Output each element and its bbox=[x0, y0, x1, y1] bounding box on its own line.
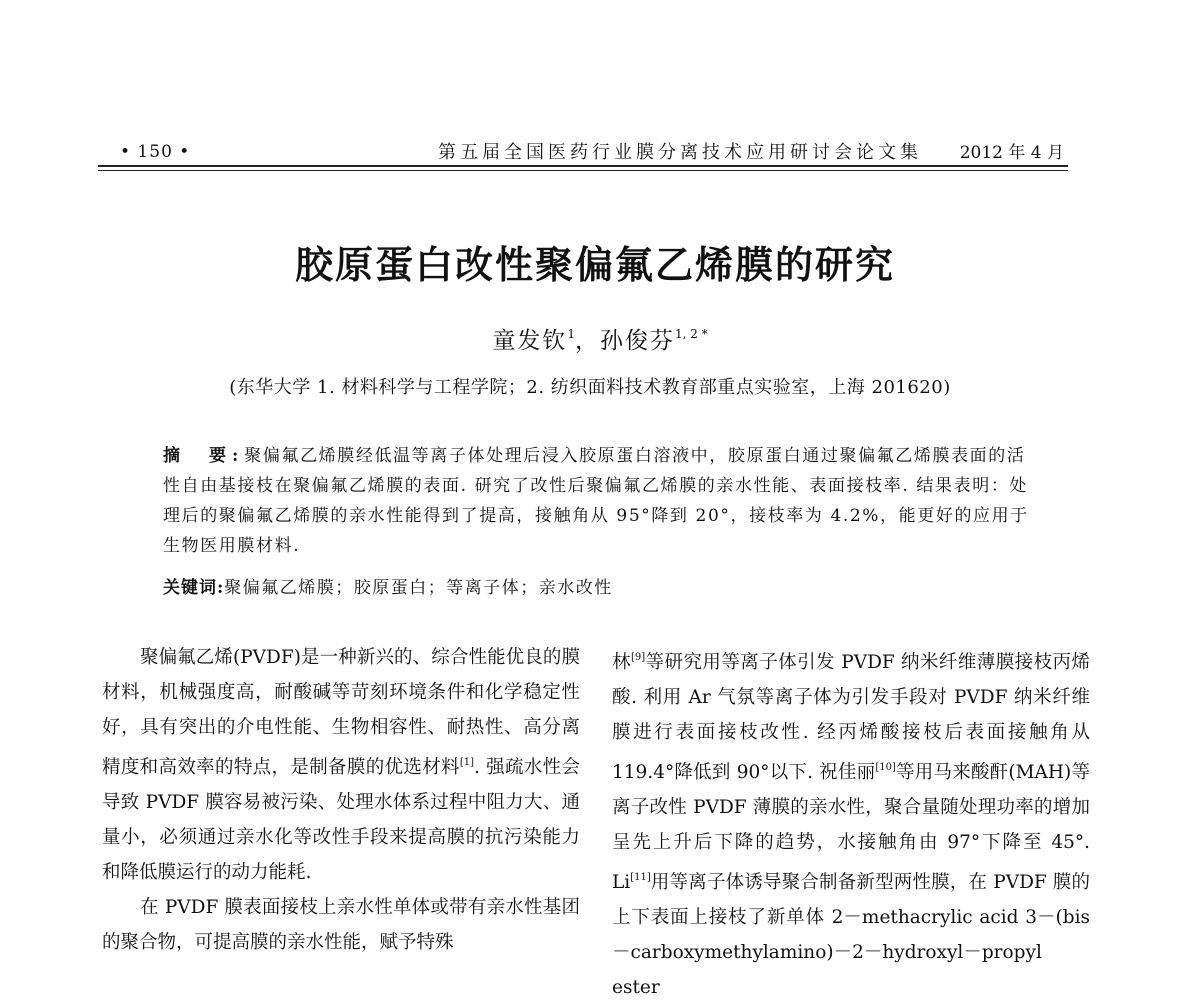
body-paragraph-1 bbox=[102, 640, 580, 890]
header-rule-thick bbox=[98, 165, 1068, 167]
author-2-affil-mark: 1, 2 * bbox=[674, 327, 708, 341]
citation-11: [11] bbox=[630, 872, 651, 883]
abstract-text: 聚偏氟乙烯膜经低温等离子体处理后浸入胶原蛋白溶液中，胶原蛋白通过聚偏氟乙烯膜表面的活性自由基接枝在聚偏氟乙烯膜的表面. 研究了改性后聚偏氟乙烯膜的亲水性能、表面接枝率. 结果表明：处理后的聚偏氟乙烯膜的亲水性能得到了提高，接触角从 95°降到 20°，接枝率为 4.2%，能更好的应用于生物医用膜材料. bbox=[163, 446, 1029, 556]
abstract bbox=[163, 441, 1033, 561]
citation-9: [9] bbox=[630, 652, 646, 663]
right-text-4: 用等离子体诱导聚合制备新型两性膜，在 PVDF 膜的上下表面上接枝了新单体 2－methacrylic acid 3－(bis－carboxymethylamino)－2－hydroxyl－propyl ester bbox=[612, 872, 1090, 998]
abstract-label: 摘 要: bbox=[163, 446, 245, 466]
paragraph-1-text: 聚偏氟乙烯(PVDF)是一种新兴的、综合性能优良的膜材料，机械强度高，耐酸碱等苛刻环境条件和化学稳定性好，具有突出的介电性能、生物相容性、耐热性、高分离精度和高效率的特点，是制备膜的优选材料 bbox=[102, 647, 580, 778]
header-rule-thin bbox=[98, 170, 1068, 171]
body-column-left bbox=[102, 640, 580, 960]
author-1-affil-mark: 1 bbox=[567, 327, 575, 341]
author-1: 童发钦 bbox=[492, 328, 568, 354]
right-text-1: 林 bbox=[612, 652, 631, 673]
body-paragraph-right bbox=[612, 640, 1090, 1005]
right-text-2: 等研究用等离子体引发 PVDF 纳米纤维薄膜接枝丙烯酸. 利用 Ar 气氛等离子体为引发手段对 PVDF 纳米纤维膜进行表面接枝改性. 经丙烯酸接枝后表面接触角从 119.4°降低到 90°以下. 祝佳丽 bbox=[612, 652, 1090, 783]
paper-title: 胶原蛋白改性聚偏氟乙烯膜的研究 bbox=[294, 242, 895, 287]
keywords bbox=[163, 573, 1033, 603]
page-number: • 150 • bbox=[120, 142, 191, 162]
author-separator: ， bbox=[574, 328, 600, 354]
issue-date: 2012 年 4 月 bbox=[959, 143, 1064, 163]
journal-title: 第五届全国医药行业膜分离技术应用研讨会论文集 bbox=[438, 142, 922, 163]
author-2: 孙俊芬 bbox=[599, 328, 675, 354]
citation-1: [1] bbox=[459, 757, 475, 768]
keywords-text: 聚偏氟乙烯膜；胶原蛋白；等离子体；亲水改性 bbox=[224, 578, 613, 598]
running-header bbox=[98, 134, 1066, 164]
citation-10: [10] bbox=[875, 762, 896, 773]
keywords-label: 关键词: bbox=[163, 578, 225, 598]
affiliation: (东华大学 1. 材料科学与工程学院；2. 纺织面料技术教育部重点实验室，上海 201620) bbox=[229, 377, 951, 398]
author-line bbox=[0, 322, 1200, 355]
right-text-3: 等用马来酸酐(MAH)等离子改性 PVDF 薄膜的亲水性，聚合量随处理功率的增加呈先上升后下降的趋势，水接触角由 97°下降至 45°. Li bbox=[612, 762, 1090, 893]
body-paragraph-2: 在 PVDF 膜表面接枝上亲水性单体或带有亲水性基团的聚合物，可提高膜的亲水性能，赋予特殊 bbox=[102, 897, 580, 953]
body-column-right bbox=[612, 640, 1090, 1005]
paragraph-1-continued: . 强疏水性会导致 PVDF 膜容易被污染、处理水体系过程中阻力大、通量小，必须通过亲水化等改性手段来提高膜的抗污染能力和降低膜运行的动力能耗. bbox=[102, 757, 580, 883]
